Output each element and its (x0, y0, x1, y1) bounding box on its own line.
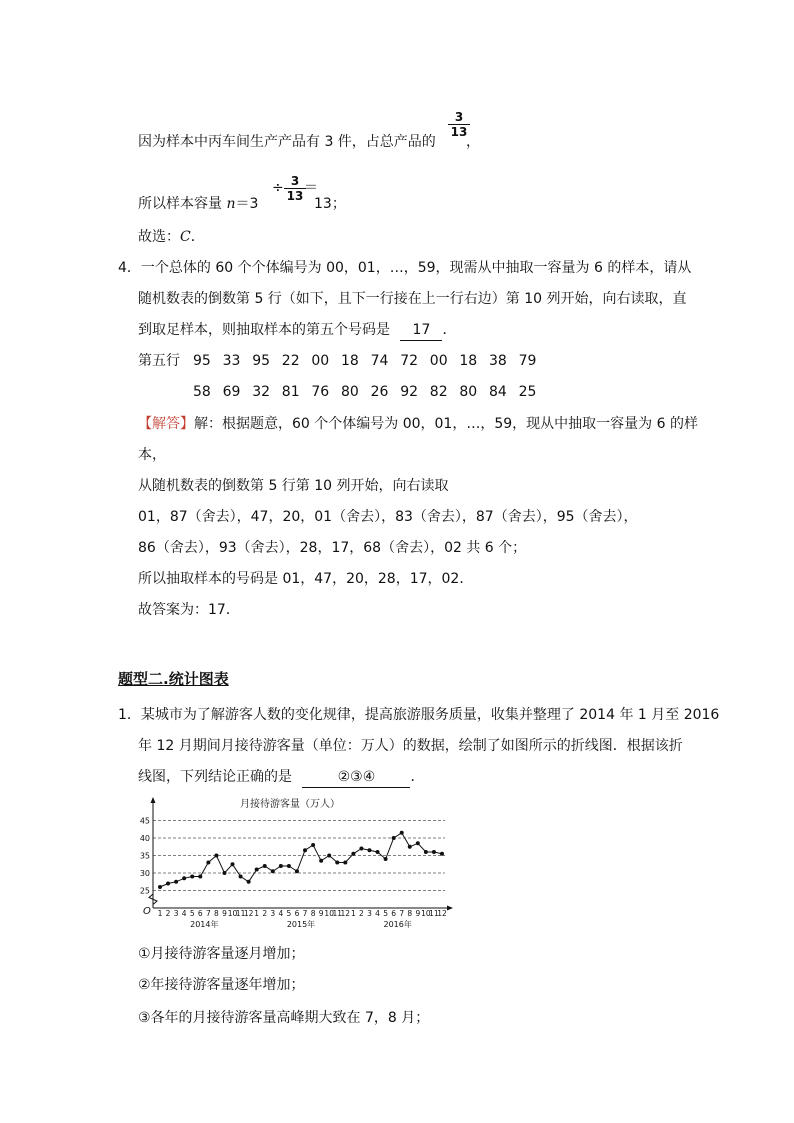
series-line (160, 833, 442, 887)
q4-solution-line4: 01，87（舍去），47，20，01（舍去），83（舍去），87（舍去），95（舍去）， (138, 509, 638, 525)
q4-number: 4． (118, 260, 141, 276)
q1-line3 (138, 767, 424, 788)
q1-option-3: ③各年的月接待游客量高峰期大致在 7，8 月； (138, 1010, 430, 1026)
data-point (295, 869, 299, 873)
random-number: 32 (252, 384, 271, 400)
y-tick-label: 45 (139, 816, 150, 826)
y-tick-label: 40 (139, 834, 150, 843)
visitor-line-chart (125, 795, 455, 935)
q1-line3-pre: 线图，下列结论正确的是 (138, 769, 292, 785)
divide-sign: ÷ (272, 180, 284, 196)
x-tick-label: 1 (254, 909, 260, 918)
x-tick-label: 1 (157, 909, 163, 918)
data-point (303, 848, 307, 852)
year-label: 2015年 (286, 920, 316, 929)
data-point (432, 850, 436, 854)
q4-line2: 随机数表的倒数第 5 行（如下，且下一行接在上一行右边）第 10 列开始，向右读取，直 (138, 291, 687, 307)
data-point (271, 869, 275, 873)
data-point (222, 871, 226, 875)
q4-solution-line1 (138, 414, 698, 434)
q4-solution-line3: 从随机数表的倒数第 5 行第 10 列开始，向右读取 (138, 478, 449, 494)
data-point (400, 831, 404, 835)
q1-line1 (118, 705, 719, 725)
data-point (311, 843, 315, 847)
random-number: 79 (518, 353, 537, 369)
q4-line1 (118, 258, 691, 278)
y-tick-label: 30 (139, 869, 150, 878)
x-tick-label: 5 (383, 909, 388, 918)
data-point (263, 864, 267, 868)
random-number: 92 (400, 384, 419, 400)
q4-answer: 17 (400, 320, 442, 341)
q1-option-2: ②年接待游客量逐年增加； (138, 977, 305, 993)
data-point (319, 859, 323, 863)
data-point (182, 876, 186, 880)
y-tick-label: 25 (139, 886, 150, 896)
q3-frac1-after: ， (466, 134, 480, 150)
random-number: 80 (341, 384, 359, 400)
data-point (367, 848, 371, 852)
data-point (255, 868, 259, 872)
random-number: 80 (459, 384, 478, 400)
x-tick-label: 12 (437, 909, 447, 918)
x-tick-label: 1 (350, 909, 356, 918)
x-tick-label: 5 (189, 909, 195, 918)
data-point (174, 880, 178, 884)
random-number: 00 (429, 353, 448, 369)
data-point (359, 847, 363, 851)
data-point (384, 857, 388, 861)
fraction-numerator: 3 (454, 110, 464, 124)
random-number: 81 (281, 384, 300, 400)
random-number: 58 (193, 384, 211, 400)
random-number: 82 (429, 384, 448, 400)
fraction-denominator: 13 (448, 124, 470, 139)
data-point (287, 864, 291, 868)
x-tick-label: 12 (243, 909, 254, 918)
year-label: 2016年 (383, 920, 412, 929)
random-number: 38 (489, 353, 507, 369)
data-point (416, 841, 420, 845)
q4-line3-pre: 到取足样本，则抽取样本的第五个号码是 (138, 322, 390, 338)
data-point (279, 864, 283, 868)
random-number: 00 (311, 353, 330, 369)
data-point (158, 885, 162, 889)
x-tick-label: 8 (214, 909, 219, 918)
q3-choice (138, 227, 205, 247)
random-number: 84 (489, 384, 507, 400)
x-tick-label: 6 (391, 909, 397, 918)
chart-title: 月接待游客量（万人） (240, 799, 340, 810)
q3-line1-text: 因为样本中丙车间生产产品有 3 件，占总产品的 (138, 134, 436, 150)
x-tick-label: 7 (302, 909, 308, 918)
x-tick-label: 10 (227, 909, 238, 918)
choice-c: C (180, 229, 191, 245)
q4-line3-post: ． (442, 322, 457, 338)
x-tick-label: 11 (429, 909, 439, 918)
random-number: 76 (311, 384, 330, 400)
data-point (198, 875, 202, 879)
x-tick-label: 6 (294, 909, 300, 918)
x-tick-label: 3 (173, 909, 179, 918)
data-point (424, 850, 428, 854)
q3-line2-pre: 所以样本容量 (138, 196, 222, 212)
q4-line3 (138, 320, 456, 341)
random-number: 69 (222, 384, 241, 400)
data-point (392, 836, 396, 840)
data-point (376, 850, 380, 854)
solution-tag: 【解答】 (138, 416, 194, 432)
data-point (351, 852, 355, 856)
q1-line3-post: ． (410, 769, 425, 785)
q1-number: 1． (118, 707, 141, 723)
data-point (190, 875, 194, 879)
x-tick-label: 2 (262, 909, 268, 918)
q3-choice-pre: 故选： (138, 229, 180, 245)
x-tick-label: 10 (324, 909, 334, 918)
x-tick-label: 3 (270, 909, 276, 918)
random-number: 18 (341, 353, 359, 369)
section-title: 题型二.统计图表 (118, 670, 229, 688)
x-tick-label: 10 (421, 909, 431, 918)
x-tick-label: 9 (222, 909, 227, 918)
q4-sol1: 解：根据题意，60 个个体编号为 00，01，…，59，现从中抽取一容量为 6 的样 (194, 416, 698, 432)
origin-label: O (143, 906, 151, 917)
x-tick-label: 5 (286, 909, 292, 918)
y-tick-label: 35 (139, 851, 150, 861)
q4-solution-line5: 86（舍去），93（舍去），28，17，68（舍去），02 共 6 个； (138, 540, 527, 556)
data-point (239, 875, 243, 879)
q3-result: 13； (314, 196, 346, 212)
x-tick-label: 2 (359, 909, 364, 918)
x-tick-label: 11 (332, 909, 343, 918)
fraction-numerator: 3 (290, 174, 300, 188)
x-tick-label: 6 (197, 909, 203, 918)
x-tick-label: 8 (310, 909, 316, 918)
random-number: 95 (193, 353, 211, 369)
q3-choice-post: ． (190, 229, 205, 245)
q4-line1-text: 一个总体的 60 个个体编号为 00，01，…，59，现需从中抽取一容量为 6 的样本，请从 (140, 260, 692, 276)
x-tick-label: 11 (235, 909, 246, 918)
random-number: 33 (222, 353, 241, 369)
data-point (335, 861, 339, 865)
q4-solution-line6: 所以抽取样本的号码是 01，47，20，28，17，02． (138, 571, 474, 587)
q3-line2-eq: ＝3 (235, 196, 259, 212)
random-number: 25 (518, 384, 537, 400)
q3-line2 (138, 194, 258, 214)
x-tick-label: 7 (399, 909, 405, 918)
q4-solution-line2: 本， (138, 447, 166, 463)
x-tick-label: 3 (367, 909, 372, 918)
x-tick-label: 2 (165, 909, 171, 918)
x-axis-arrow (447, 906, 453, 911)
data-point (343, 861, 347, 865)
x-tick-label: 9 (318, 909, 324, 918)
q1-option-1: ①月接待游客量逐月增加； (138, 946, 305, 962)
data-point (440, 852, 444, 856)
y-axis-arrow (151, 797, 156, 803)
random-number: 18 (459, 353, 478, 369)
data-point (206, 861, 210, 865)
data-point (247, 880, 251, 884)
data-point (214, 854, 218, 858)
q4-solution-line7: 故答案为：17． (138, 602, 240, 618)
x-tick-label: 4 (278, 909, 284, 918)
data-point (166, 882, 170, 886)
equals-sign: ＝ (304, 180, 318, 196)
data-point (327, 854, 331, 858)
q1-line2: 年 12 月期间月接待游客量（单位：万人）的数据，绘制了如图所示的折线图．根据该折 (138, 738, 683, 754)
q1-line1-text: 某城市为了解游客人数的变化规律，提高旅游服务质量，收集并整理了 2014 年 1 月至 2016 (140, 707, 720, 723)
data-point (231, 862, 235, 866)
row-label: 第五行 (138, 353, 180, 369)
q3-line1 (138, 132, 436, 152)
x-tick-label: 4 (181, 909, 187, 918)
var-n: n (226, 196, 236, 212)
random-number: 26 (370, 384, 389, 400)
year-label: 2014年 (190, 920, 219, 929)
random-number: 72 (400, 353, 419, 369)
x-tick-label: 12 (340, 909, 351, 918)
fraction-denominator: 13 (284, 188, 306, 203)
x-tick-label: 4 (375, 909, 380, 918)
random-number: 22 (281, 353, 300, 369)
x-tick-label: 9 (415, 909, 421, 918)
data-point (408, 845, 412, 849)
q1-answer: ②③④ (302, 767, 410, 788)
random-number: 95 (252, 353, 271, 369)
fraction-3-13-b (284, 174, 306, 203)
x-tick-label: 7 (205, 909, 211, 918)
x-tick-label: 8 (407, 909, 413, 918)
random-number: 74 (370, 353, 389, 369)
